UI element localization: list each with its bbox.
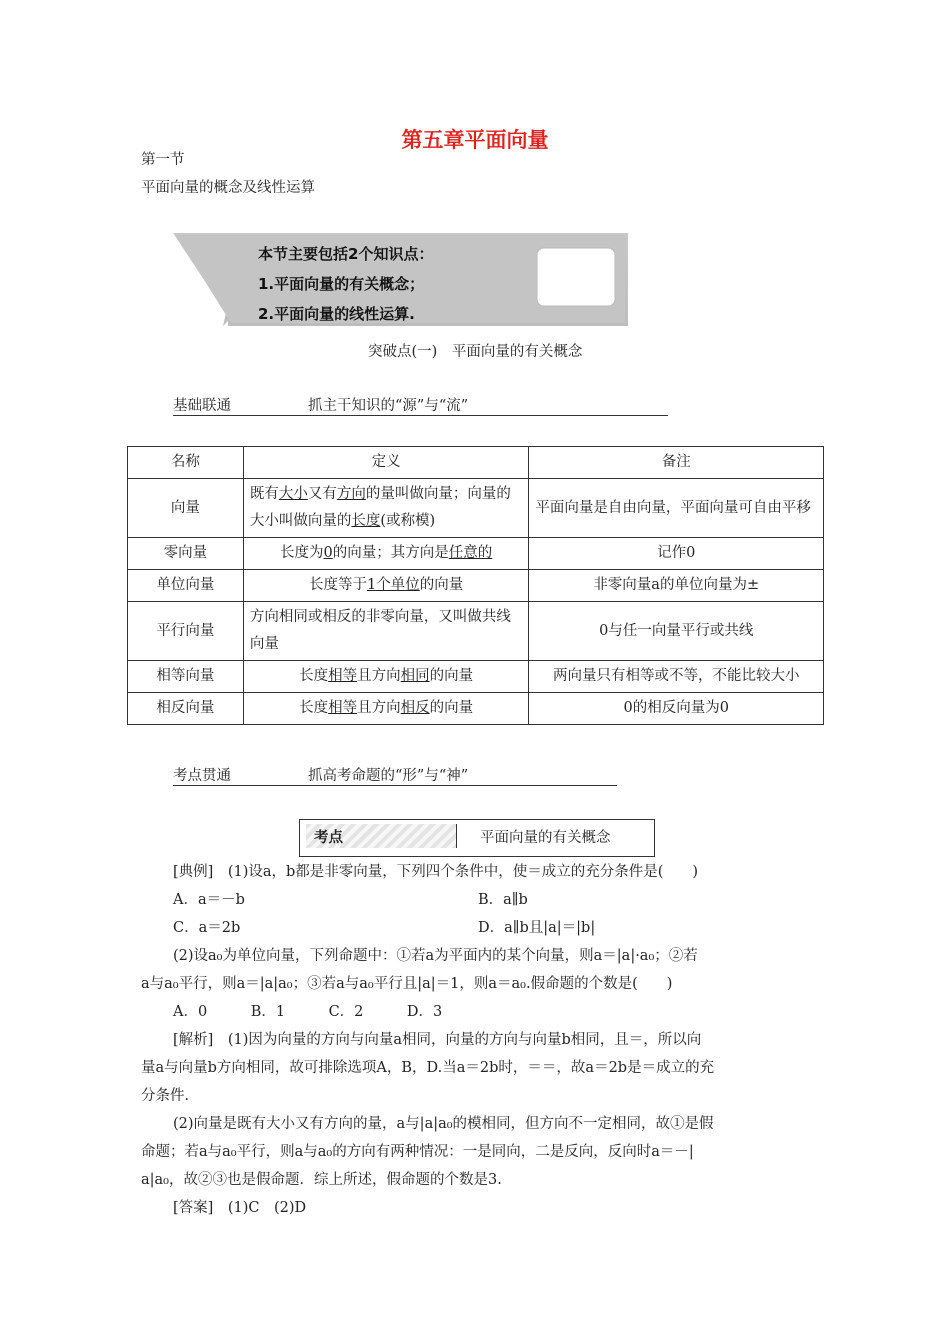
banner-line-1: 本节主要包括2个知识点： xyxy=(258,245,434,263)
banner-line-2: 1.平面向量的有关概念； xyxy=(258,275,425,293)
table-row xyxy=(128,538,824,570)
row-note: 0的相反向量为0 xyxy=(529,693,824,725)
analysis-line5: 命题；若a与a₀平行，则a与a₀的方向有两种情况：一是同向，二是反向，反向时a＝－| xyxy=(141,1144,694,1160)
basic-section-heading xyxy=(173,394,668,416)
answer: [答案] (1)C (2)D xyxy=(173,1200,307,1216)
table-row xyxy=(128,661,824,693)
row-name: 单位向量 xyxy=(128,570,244,602)
header-name: 名称 xyxy=(128,447,244,479)
kaodian-box xyxy=(299,819,655,857)
table-row xyxy=(128,693,824,725)
row-note: 记作0 xyxy=(529,538,824,570)
row-note: 平面向量是自由向量，平面向量可自由平移 xyxy=(529,479,824,538)
row-name: 零向量 xyxy=(128,538,244,570)
option-c: C．a＝2b xyxy=(173,920,241,936)
row-definition: 长度等于1个单位的向量 xyxy=(243,570,529,602)
option-a: A．a＝－b xyxy=(173,892,245,908)
banner-line-3: 2.平面向量的线性运算. xyxy=(258,305,415,323)
row-definition: 既有大小又有方向的量叫做向量；向量的大小叫做向量的长度(或称模) xyxy=(243,479,529,538)
chapter-title: 第五章平面向量 xyxy=(401,128,549,152)
breakthrough-heading: 突破点(一) 平面向量的有关概念 xyxy=(368,344,583,360)
header-note: 备注 xyxy=(529,447,824,479)
row-name: 平行向量 xyxy=(128,602,244,661)
table-row xyxy=(128,602,824,661)
row-note: 非零向量a的单位向量为± xyxy=(529,570,824,602)
option-b: B．a∥b xyxy=(478,892,528,908)
header-definition: 定义 xyxy=(243,447,529,479)
row-definition: 长度相等且方向相同的向量 xyxy=(243,661,529,693)
row-name: 相等向量 xyxy=(128,661,244,693)
table-row xyxy=(128,570,824,602)
exam-section-heading xyxy=(173,764,617,786)
table-header-row xyxy=(128,447,824,479)
row-note: 0与任一向量平行或共线 xyxy=(529,602,824,661)
exam-section-subtitle: 抓高考命题的“形”与“神” xyxy=(308,768,469,784)
example-question-2-line1: (2)设a₀为单位向量，下列命题中：①若a为平面内的某个向量，则a＝|a|·a₀；②若 xyxy=(173,948,698,964)
option-d: D．a∥b且|a|＝|b| xyxy=(478,920,596,936)
analysis-line1: [解析] (1)因为向量的方向与向量a相同，向量的方向与向量b相同，且＝，所以向 xyxy=(173,1032,702,1048)
basic-section-label: 基础联通 xyxy=(173,398,231,414)
row-definition: 长度相等且方向相反的向量 xyxy=(243,693,529,725)
example-question-1: [典例] (1)设a，b都是非零向量，下列四个条件中，使＝成立的充分条件是( ) xyxy=(173,864,699,880)
row-name: 相反向量 xyxy=(128,693,244,725)
row-definition: 长度为0的向量；其方向是任意的 xyxy=(243,538,529,570)
analysis-line4: (2)向量是既有大小又有方向的量，a与|a|a₀的模相同，但方向不一定相同，故①是假 xyxy=(173,1116,714,1132)
table-row xyxy=(128,479,824,538)
example-question-2-options: A．0 B．1 C．2 D．3 xyxy=(173,1004,443,1020)
definition-table xyxy=(127,446,824,725)
example-question-2-line2: a与a₀平行，则a＝|a|a₀；③若a与a₀平行且|a|＝1，则a＝a₀.假命题的个数是( ) xyxy=(141,976,673,992)
basic-section-subtitle: 抓主干知识的“源”与“流” xyxy=(308,398,469,414)
row-note: 两向量只有相等或不等，不能比较大小 xyxy=(529,661,824,693)
kaodian-label: 考点 xyxy=(314,830,343,846)
analysis-line6: a|a₀，故②③也是假命题．综上所述，假命题的个数是3. xyxy=(141,1172,502,1188)
kaodian-title: 平面向量的有关概念 xyxy=(480,830,611,846)
exam-section-label: 考点贯通 xyxy=(173,768,231,784)
analysis-line2: 量a与向量b方向相同，故可排除选项A，B，D.当a＝2b时，＝＝，故a＝2b是＝成立的充 xyxy=(141,1060,715,1076)
section-number: 第一节 xyxy=(141,152,185,168)
row-definition: 方向相同或相反的非零向量，又叫做共线向量 xyxy=(243,602,529,661)
row-name: 向量 xyxy=(128,479,244,538)
section-name: 平面向量的概念及线性运算 xyxy=(141,180,315,196)
analysis-line3: 分条件. xyxy=(141,1088,190,1104)
